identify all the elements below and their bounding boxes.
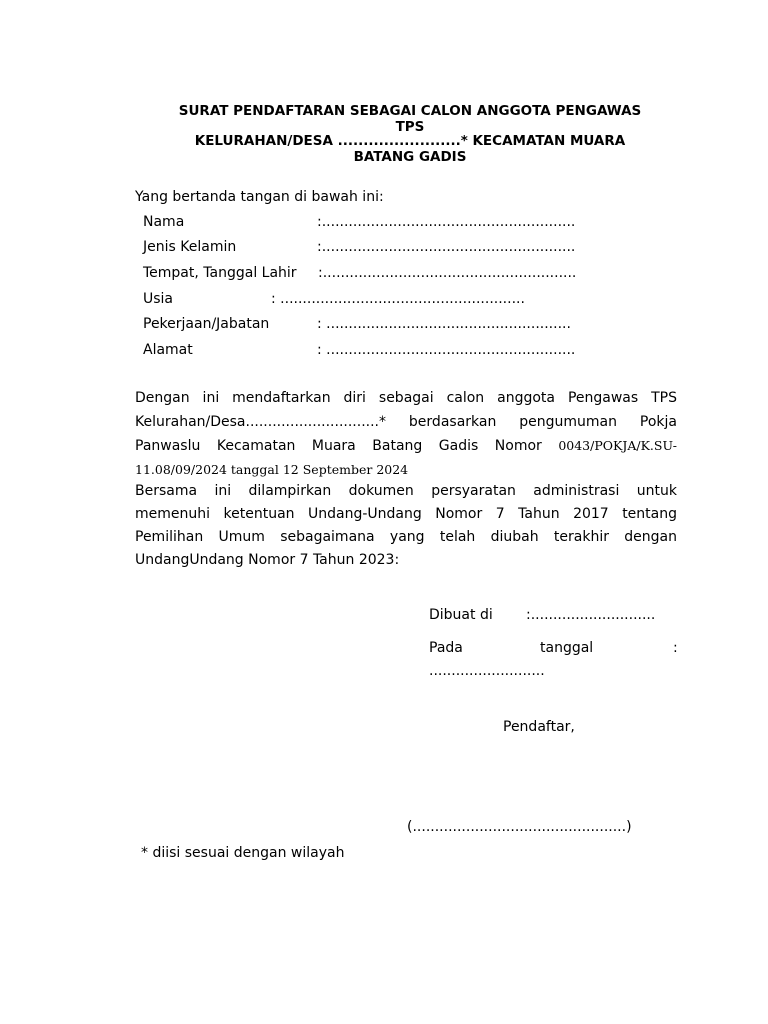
signature-name-placeholder: (................................................) <box>407 819 632 835</box>
field-value-usia: : ....................................................... <box>271 291 525 307</box>
document-subtitle <box>140 133 680 165</box>
field-value-nama: :......................................................... <box>317 214 576 230</box>
title-line-1: SURAT PENDAFTARAN SEBAGAI CALON ANGGOTA PENGAWAS <box>178 103 642 119</box>
field-value-pekerjaan-jabatan: : ....................................................... <box>317 316 571 332</box>
field-label-nama: Nama <box>143 214 185 230</box>
field-value-tempat-tanggal-lahir: :......................................................... <box>318 265 577 281</box>
title-line-3: KELURAHAN/DESA ........................* KECAMATAN MUARA <box>194 133 626 149</box>
registrant-label: Pendaftar, <box>503 719 575 735</box>
intro-text: Yang bertanda tangan di bawah ini: <box>135 189 384 205</box>
field-label-jenis-kelamin: Jenis Kelamin <box>143 239 237 255</box>
made-at-label: Dibuat di <box>429 607 493 623</box>
title-line-4: BATANG GADIS <box>353 149 467 165</box>
attachment-paragraph: Bersama ini dilampirkan dokumen persyaratan administrasi untuk memenuhi ketentuan Undang-Undang Nomor 7 Tahun 2017 tentang Pemilihan Umum sebagaimana yang telah diubah terakhir dengan UndangUndang Nomor 7 Tahun 2023: <box>135 483 677 568</box>
date-label-tanggal: tanggal <box>540 640 594 656</box>
announcement-number: 0043/POKJA/K.SU-11.08/09/2024 tanggal 12 September 2024 <box>135 438 677 477</box>
title-line-2: TPS <box>395 119 425 135</box>
date-label-pada: Pada <box>429 640 463 656</box>
field-label-usia: Usia <box>143 291 174 307</box>
field-label-tempat-tanggal-lahir: Tempat, Tanggal Lahir <box>143 265 297 281</box>
made-at-value: :............................ <box>526 607 656 623</box>
date-value: .......................... <box>429 663 545 679</box>
footnote: * diisi sesuai dengan wilayah <box>141 845 345 861</box>
date-colon: : <box>673 640 678 656</box>
registration-paragraph-text: Dengan ini mendaftarkan diri sebagai calon anggota Pengawas TPS Kelurahan/Desa..............................* berdasarkan pengumuman Pokja Panwaslu Kecamatan Muara Batang Gadis Nomor <box>135 390 677 454</box>
field-value-jenis-kelamin: :......................................................... <box>317 239 576 255</box>
field-value-alamat: : ........................................................ <box>317 342 576 358</box>
field-label-pekerjaan-jabatan: Pekerjaan/Jabatan <box>143 316 270 332</box>
registration-paragraph <box>135 386 677 482</box>
field-label-alamat: Alamat <box>143 342 193 358</box>
document-title <box>140 103 680 135</box>
